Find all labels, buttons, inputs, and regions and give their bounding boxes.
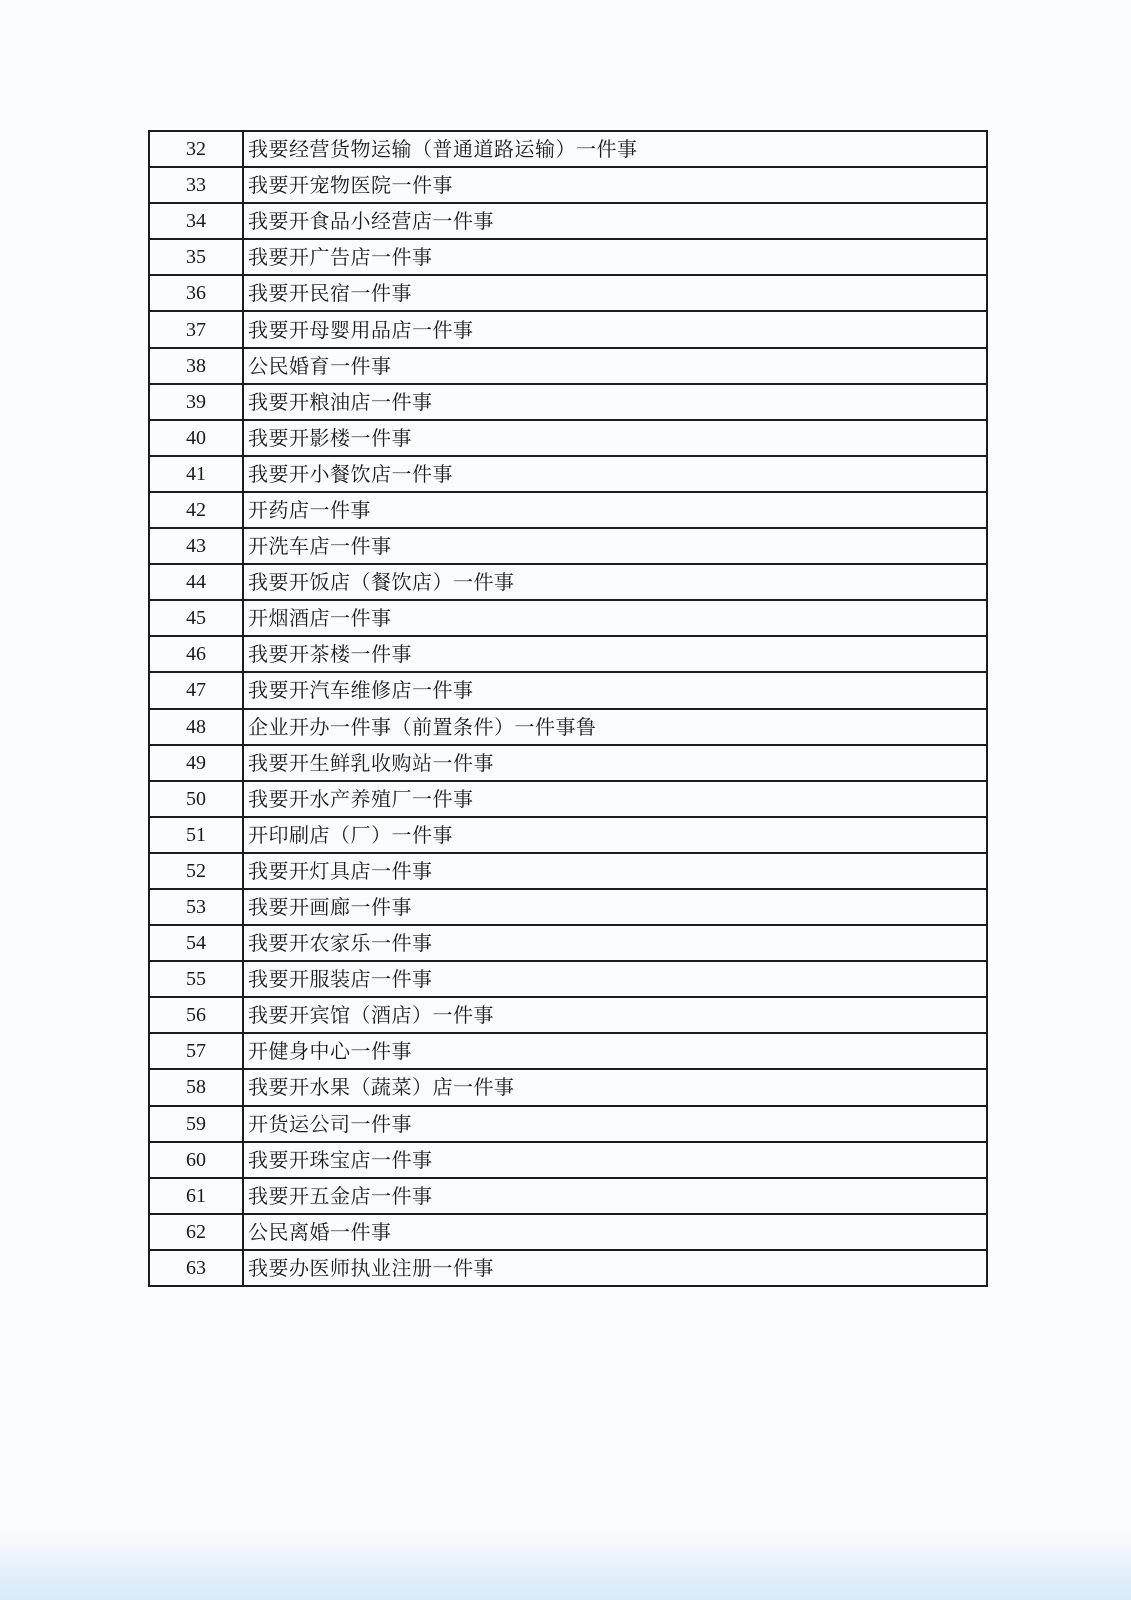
row-number: 45: [149, 600, 243, 636]
row-number: 34: [149, 203, 243, 239]
table-row: [149, 853, 987, 889]
row-number: 35: [149, 239, 243, 275]
service-name: 我要开灯具店一件事: [243, 853, 987, 889]
service-name: 开健身中心一件事: [243, 1033, 987, 1069]
row-number: 51: [149, 817, 243, 853]
service-name: 我要办医师执业注册一件事: [243, 1250, 987, 1286]
service-name: 我要开广告店一件事: [243, 239, 987, 275]
table-row: [149, 745, 987, 781]
table-row: [149, 781, 987, 817]
row-number: 59: [149, 1106, 243, 1142]
table-row: [149, 1142, 987, 1178]
table-row: [149, 311, 987, 347]
service-name: 我要开影楼一件事: [243, 420, 987, 456]
row-number: 44: [149, 564, 243, 600]
service-name: 我要开珠宝店一件事: [243, 1142, 987, 1178]
table-row: [149, 1033, 987, 1069]
service-name: 我要开民宿一件事: [243, 275, 987, 311]
table-row: [149, 1069, 987, 1105]
table-row: [149, 1106, 987, 1142]
table-row: [149, 1214, 987, 1250]
row-number: 52: [149, 853, 243, 889]
table-body: [149, 131, 987, 1286]
table-row: [149, 456, 987, 492]
row-number: 53: [149, 889, 243, 925]
table-row: [149, 672, 987, 708]
row-number: 61: [149, 1178, 243, 1214]
table-row: [149, 600, 987, 636]
row-number: 40: [149, 420, 243, 456]
table-row: [149, 1250, 987, 1286]
row-number: 38: [149, 348, 243, 384]
row-number: 33: [149, 167, 243, 203]
table-row: [149, 817, 987, 853]
service-name: 我要开水果（蔬菜）店一件事: [243, 1069, 987, 1105]
row-number: 62: [149, 1214, 243, 1250]
service-name: 我要开水产养殖厂一件事: [243, 781, 987, 817]
row-number: 57: [149, 1033, 243, 1069]
row-number: 50: [149, 781, 243, 817]
table-row: [149, 384, 987, 420]
table-row: [149, 889, 987, 925]
row-number: 41: [149, 456, 243, 492]
table-row: [149, 203, 987, 239]
service-name: 我要开生鲜乳收购站一件事: [243, 745, 987, 781]
service-name: 开印刷店（厂）一件事: [243, 817, 987, 853]
service-name: 我要开农家乐一件事: [243, 925, 987, 961]
service-name: 我要开宠物医院一件事: [243, 167, 987, 203]
service-name: 我要开小餐饮店一件事: [243, 456, 987, 492]
table-row: [149, 167, 987, 203]
service-name: 我要开五金店一件事: [243, 1178, 987, 1214]
service-name: 企业开办一件事（前置条件）一件事鲁: [243, 709, 987, 745]
table-row: [149, 420, 987, 456]
service-name: 开洗车店一件事: [243, 528, 987, 564]
row-number: 42: [149, 492, 243, 528]
table-row: [149, 636, 987, 672]
service-name: 开烟酒店一件事: [243, 600, 987, 636]
service-name: 我要开茶楼一件事: [243, 636, 987, 672]
table-row: [149, 564, 987, 600]
table-row: [149, 1178, 987, 1214]
table-row: [149, 492, 987, 528]
row-number: 63: [149, 1250, 243, 1286]
row-number: 39: [149, 384, 243, 420]
row-number: 55: [149, 961, 243, 997]
table-row: [149, 239, 987, 275]
row-number: 48: [149, 709, 243, 745]
service-name: 我要开汽车维修店一件事: [243, 672, 987, 708]
row-number: 36: [149, 275, 243, 311]
row-number: 46: [149, 636, 243, 672]
row-number: 47: [149, 672, 243, 708]
row-number: 56: [149, 997, 243, 1033]
service-name: 我要开服装店一件事: [243, 961, 987, 997]
row-number: 37: [149, 311, 243, 347]
service-name: 我要开饭店（餐饮店）一件事: [243, 564, 987, 600]
table-row: [149, 275, 987, 311]
service-name: 我要经营货物运输（普通道路运输）一件事: [243, 131, 987, 167]
service-name: 公民婚育一件事: [243, 348, 987, 384]
row-number: 58: [149, 1069, 243, 1105]
services-table: [148, 130, 988, 1287]
table-row: [149, 528, 987, 564]
service-name: 我要开画廊一件事: [243, 889, 987, 925]
row-number: 54: [149, 925, 243, 961]
table-row: [149, 131, 987, 167]
service-name: 我要开食品小经营店一件事: [243, 203, 987, 239]
service-name: 我要开粮油店一件事: [243, 384, 987, 420]
service-name: 我要开宾馆（酒店）一件事: [243, 997, 987, 1033]
service-name: 开药店一件事: [243, 492, 987, 528]
table-row: [149, 709, 987, 745]
table-row: [149, 961, 987, 997]
table-row: [149, 925, 987, 961]
scan-edge-tint: [0, 1530, 1131, 1600]
service-name: 开货运公司一件事: [243, 1106, 987, 1142]
row-number: 43: [149, 528, 243, 564]
row-number: 60: [149, 1142, 243, 1178]
row-number: 49: [149, 745, 243, 781]
table-row: [149, 348, 987, 384]
service-name: 我要开母婴用品店一件事: [243, 311, 987, 347]
row-number: 32: [149, 131, 243, 167]
service-name: 公民离婚一件事: [243, 1214, 987, 1250]
table-row: [149, 997, 987, 1033]
